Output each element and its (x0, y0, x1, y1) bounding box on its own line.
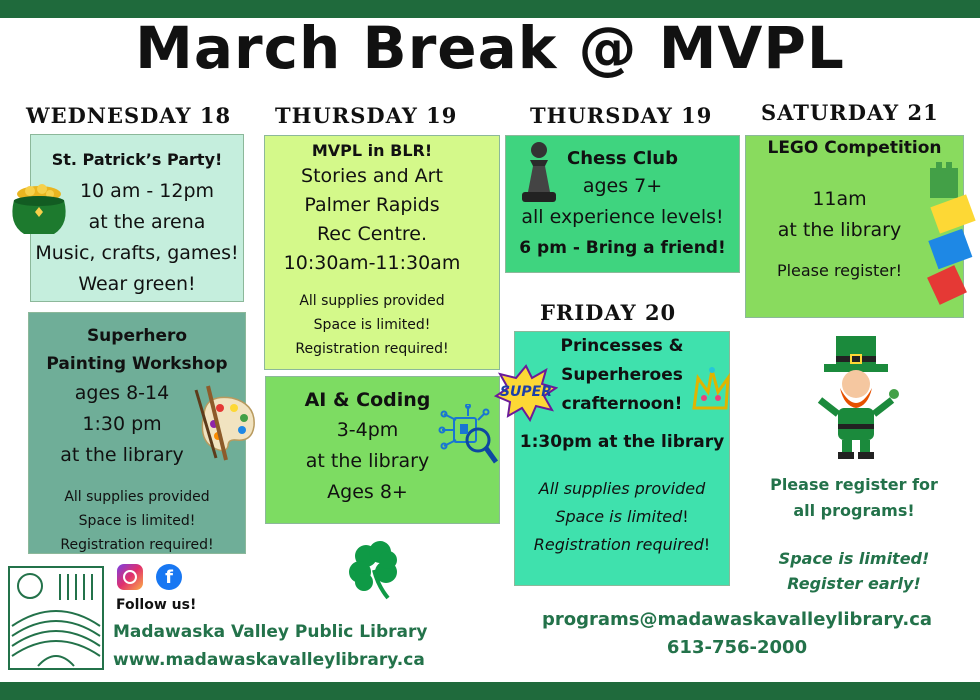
event-note-registration-text: Registration required (533, 535, 704, 554)
event-note-registration: Registration required! (60, 537, 214, 553)
day-heading-saturday: SATURDAY 21 (761, 100, 939, 125)
event-activities: Music, crafts, games! (35, 242, 239, 264)
event-time: 6 pm - Bring a friend! (519, 238, 726, 258)
day-heading-thursday-1: THURSDAY 19 (275, 103, 458, 128)
day-heading-thursday-2: THURSDAY 19 (530, 103, 713, 128)
event-title-line1: Princesses & (560, 336, 684, 356)
event-title: MVPL in BLR! (311, 141, 433, 160)
event-note-registration: Registration required! (295, 341, 449, 357)
follow-us-label: Follow us! (116, 597, 197, 613)
event-title: LEGO Competition (767, 138, 942, 158)
library-logo-icon (8, 566, 104, 670)
event-title: St. Patrick’s Party! (51, 150, 223, 169)
registration-notice (752, 472, 956, 596)
bottom-bar (0, 682, 980, 700)
event-title-line3: crafternoon! (561, 394, 683, 414)
event-venue: Rec Centre. (316, 223, 428, 245)
event-note-registration-mark: ! (703, 535, 711, 554)
event-note-supplies: All supplies provided (64, 489, 210, 505)
event-note-limited-mark: ! (682, 507, 689, 526)
instagram-icon[interactable] (117, 564, 143, 590)
super-burst-label: SUPER (499, 384, 553, 400)
event-time: 10 am - 12pm (79, 180, 215, 202)
facebook-icon[interactable]: f (156, 564, 182, 590)
event-mvpl-in-blr (264, 135, 500, 370)
event-note: Please register! (776, 261, 903, 280)
event-note-limited: Space is limited! (313, 317, 431, 333)
event-time: 10:30am-11:30am (283, 252, 461, 274)
pot-of-gold-icon (8, 180, 70, 240)
page-title: March Break @ MVPL (135, 14, 845, 82)
event-location: at the library (777, 219, 902, 241)
library-website-link[interactable]: www.madawaskavalleylibrary.ca (113, 650, 425, 670)
event-note-supplies: All supplies provided (299, 293, 445, 309)
leprechaun-icon (810, 334, 902, 462)
event-time-location: 1:30pm at the library (519, 432, 725, 452)
day-heading-wednesday: WEDNESDAY 18 (26, 103, 232, 128)
event-ages: ages 8-14 (74, 382, 170, 404)
contact-phone: 613-756-2000 (666, 637, 808, 658)
event-time: 11am (812, 188, 867, 210)
event-note: Wear green! (78, 273, 196, 295)
event-levels: all experience levels! (521, 206, 724, 228)
event-line: Stories and Art (301, 165, 443, 187)
day-heading-friday: FRIDAY 20 (540, 300, 677, 325)
library-name: Madawaska Valley Public Library (113, 622, 428, 642)
shamrock-icon (344, 538, 406, 600)
contact-email-link[interactable]: programs@madawaskavalleylibrary.ca (541, 609, 933, 630)
event-note-limited-text: Space is limited (555, 507, 683, 526)
event-location: Palmer Rapids (304, 194, 440, 216)
notice-line-1: Please register for (770, 475, 938, 494)
notice-line-2: all programs! (793, 501, 915, 520)
event-title: AI & Coding (304, 389, 431, 411)
notice-line-4: Register early! (787, 574, 921, 593)
event-note-supplies: All supplies provided (538, 479, 706, 498)
event-note-registration (515, 531, 729, 559)
tiara-icon (690, 364, 732, 420)
event-location: at the arena (88, 211, 206, 233)
event-ages: ages 7+ (582, 175, 663, 197)
event-note-limited: Space is limited! (78, 513, 196, 529)
event-location: at the library (60, 444, 184, 466)
event-title-line2: Superheroes (561, 365, 683, 385)
event-title-line2: Painting Workshop (46, 354, 228, 374)
event-time: 3-4pm (336, 419, 399, 441)
event-time: 1:30 pm (82, 413, 162, 435)
notice-line-3: Space is limited! (778, 549, 930, 568)
lego-bricks-icon (926, 162, 976, 310)
chess-pawn-icon (518, 140, 560, 206)
event-note-limited (515, 503, 729, 531)
event-title: Chess Club (566, 148, 678, 169)
event-title-line1: Superhero (86, 326, 188, 346)
event-location: at the library (305, 450, 430, 472)
event-ages: Ages 8+ (327, 481, 408, 503)
coding-icon (438, 404, 500, 472)
